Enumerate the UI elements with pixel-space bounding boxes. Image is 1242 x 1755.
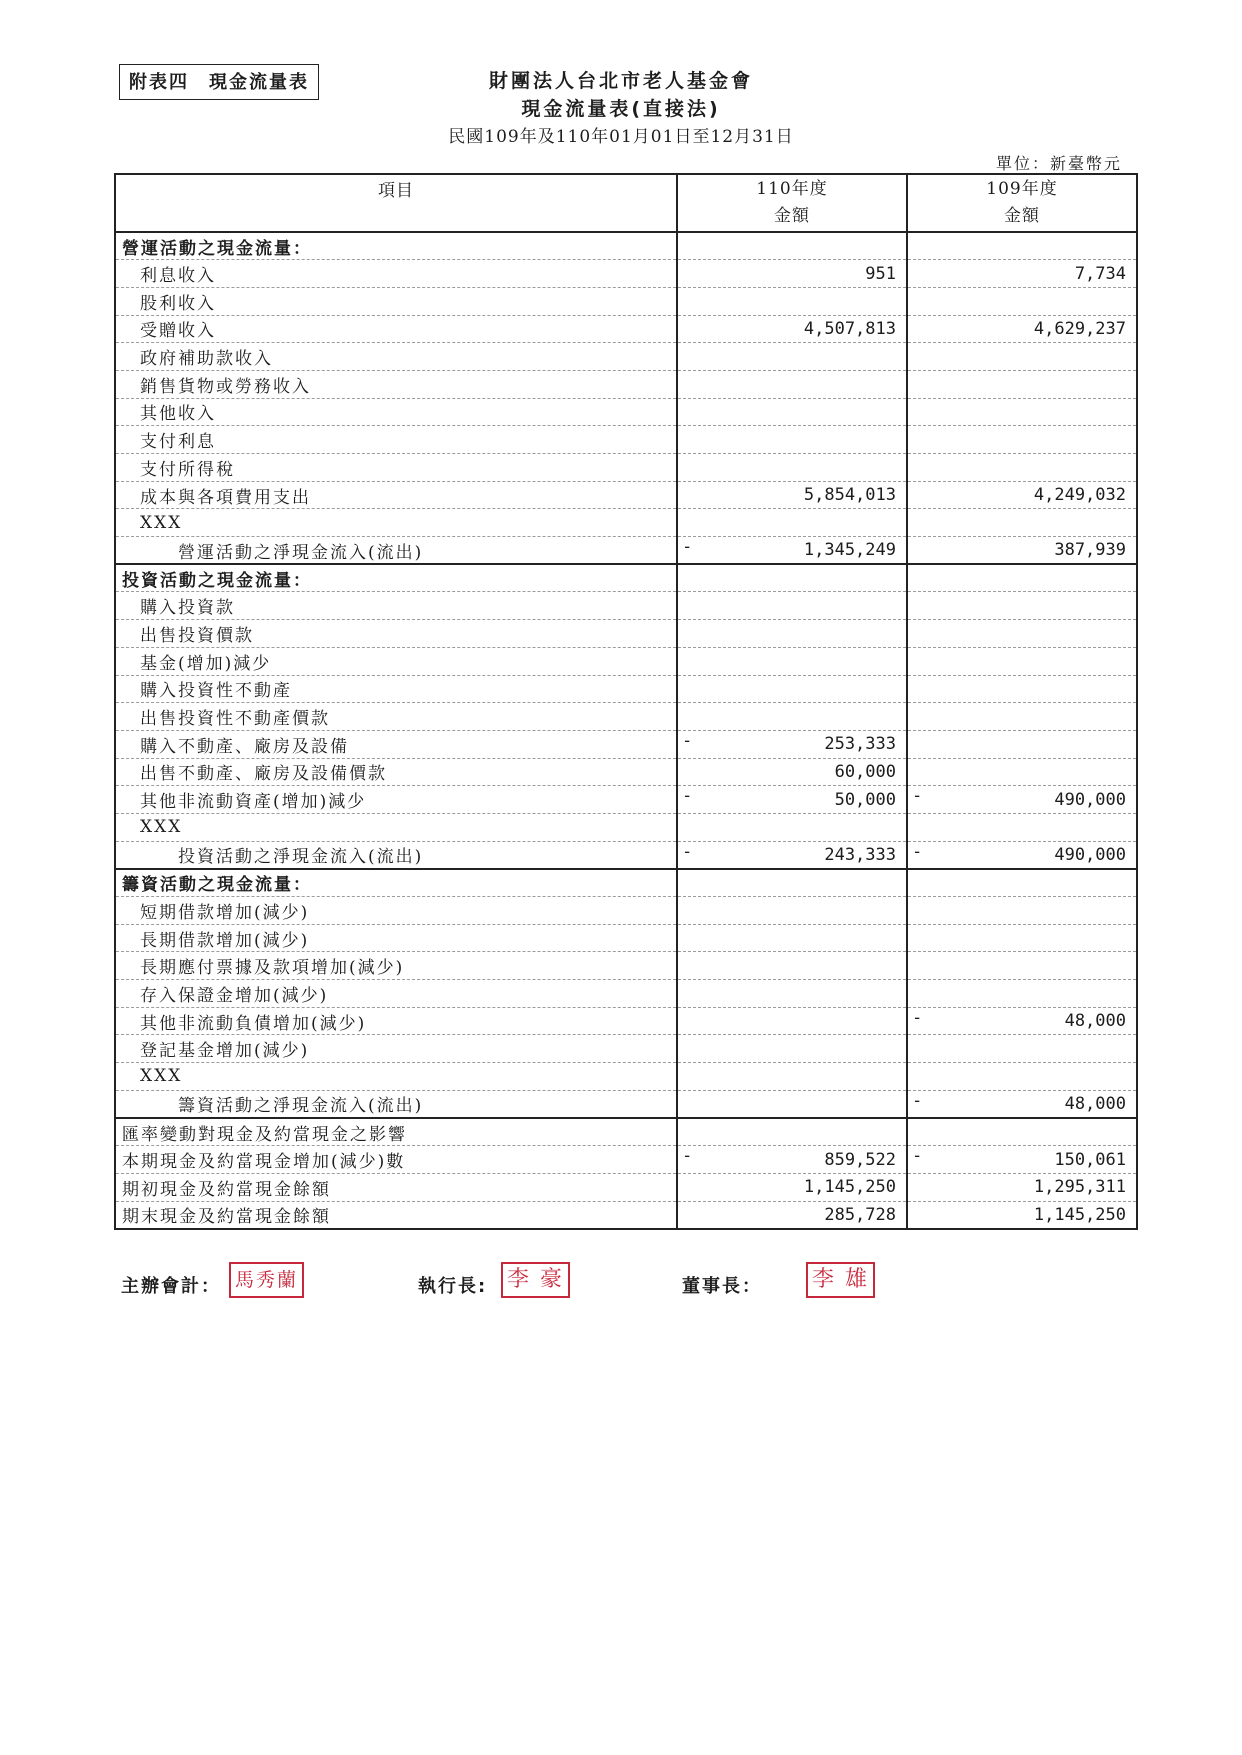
y110-amount: [677, 1201, 907, 1229]
y109-amount-value: 1,295,311: [1033, 1177, 1126, 1198]
y109-amount-value: 4,629,237: [1033, 318, 1126, 339]
y110-amount: [677, 1063, 907, 1091]
y110-amount: [677, 537, 907, 565]
negative-sign: -: [682, 537, 693, 558]
section-heading: 投資活動之現金流量：: [115, 564, 677, 592]
y110-empty: [677, 869, 907, 897]
row-label: 出售投資性不動產價款: [115, 703, 677, 731]
summary-row: [115, 1146, 1137, 1174]
y110-amount: [677, 924, 907, 952]
y109-amount: [907, 370, 1137, 398]
y109-amount: [907, 454, 1137, 482]
y109-amount: [907, 426, 1137, 454]
y110-amount: [677, 1090, 907, 1118]
table-row: [115, 370, 1137, 398]
section-total-row: [115, 537, 1137, 565]
table-row: [115, 481, 1137, 509]
row-label: 支付利息: [115, 426, 677, 454]
row-label: 購入不動產、廠房及設備: [115, 730, 677, 758]
y110-amount-value: 50,000: [834, 789, 896, 810]
y109-amount: [907, 315, 1137, 343]
negative-sign: -: [682, 786, 693, 807]
y109-amount: [907, 1118, 1137, 1146]
table-row: [115, 952, 1137, 980]
row-label: 銷售貨物或勞務收入: [115, 370, 677, 398]
summary-row: [115, 1118, 1137, 1146]
section-heading: 營運活動之現金流量：: [115, 232, 677, 260]
y110-amount: [677, 481, 907, 509]
chair-label: 董事長：: [682, 1276, 762, 1297]
table-row: [115, 260, 1137, 288]
y109-amount-value: 7,734: [1074, 263, 1126, 284]
y109-amount: [907, 758, 1137, 786]
row-label: 利息收入: [115, 260, 677, 288]
y110-amount-label: 金額: [774, 206, 810, 226]
row-label: 短期借款增加(減少): [115, 897, 677, 925]
table-header-row: [115, 174, 1137, 232]
y110-empty: [677, 232, 907, 260]
y109-empty: [907, 869, 1137, 897]
table-row: [115, 924, 1137, 952]
table-row: [115, 1007, 1137, 1035]
y109-amount: [907, 592, 1137, 620]
y109-amount: [907, 730, 1137, 758]
y109-amount-value: 4,249,032: [1033, 485, 1126, 506]
y110-column-header: [677, 174, 907, 232]
y109-amount-label: 金額: [1004, 206, 1040, 226]
y109-amount-value: 1,145,250: [1033, 1204, 1126, 1225]
row-label: 期末現金及約當現金餘額: [115, 1201, 677, 1229]
row-label: 成本與各項費用支出: [115, 481, 677, 509]
row-label: 購入投資性不動產: [115, 675, 677, 703]
y110-amount: [677, 620, 907, 648]
y110-amount: [677, 1118, 907, 1146]
y109-amount: [907, 398, 1137, 426]
summary-row: [115, 1173, 1137, 1201]
y109-empty: [907, 564, 1137, 592]
negative-sign: -: [912, 1146, 923, 1167]
y109-amount: [907, 813, 1137, 841]
cash-flow-table: [114, 173, 1138, 1230]
y110-amount: [677, 980, 907, 1008]
row-label: XXX: [115, 813, 677, 841]
y110-amount: [677, 758, 907, 786]
y110-header-label: 110年度: [756, 179, 828, 199]
negative-sign: -: [682, 841, 693, 862]
ceo-stamp: 李 豪: [501, 1262, 570, 1298]
statement-period: 民國109年及110年01月01日至12月31日: [448, 127, 794, 147]
y110-amount-value: 253,333: [824, 734, 896, 755]
table-row: [115, 454, 1137, 482]
row-label: 政府補助款收入: [115, 343, 677, 371]
row-label: 長期應付票據及款項增加(減少): [115, 952, 677, 980]
y110-amount-value: 4,507,813: [803, 318, 896, 339]
y109-amount-value: 387,939: [1054, 540, 1126, 561]
y109-amount: [907, 703, 1137, 731]
negative-sign: -: [682, 1146, 693, 1167]
y110-amount: [677, 730, 907, 758]
organization-name: 財團法人台北市老人基金會: [488, 70, 753, 92]
y110-amount: [677, 952, 907, 980]
row-label: XXX: [115, 509, 677, 537]
y109-amount: [907, 1063, 1137, 1091]
accountant-stamp: 馬秀蘭: [229, 1262, 304, 1298]
table-row: [115, 426, 1137, 454]
statement-title: 現金流量表(直接法): [521, 98, 721, 120]
row-label: 其他非流動資產(增加)減少: [115, 786, 677, 814]
table-row: [115, 398, 1137, 426]
y109-amount: [907, 1090, 1137, 1118]
y110-amount: [677, 1146, 907, 1174]
y109-amount: [907, 260, 1137, 288]
y110-amount: [677, 1007, 907, 1035]
table-row: [115, 980, 1137, 1008]
negative-sign: -: [912, 1007, 923, 1028]
y110-amount-value: 5,854,013: [803, 485, 896, 506]
table-row: [115, 897, 1137, 925]
ceo-label: 執行長:: [418, 1276, 488, 1297]
section-total-row: [115, 841, 1137, 869]
row-label: 受贈收入: [115, 315, 677, 343]
y110-amount: [677, 287, 907, 315]
y110-amount: [677, 343, 907, 371]
negative-sign: -: [682, 730, 693, 751]
row-label: 存入保證金增加(減少): [115, 980, 677, 1008]
currency-unit: 單位：新臺幣元: [995, 154, 1122, 173]
item-column-header: [115, 174, 677, 232]
y110-amount: [677, 398, 907, 426]
y110-amount-value: 1,345,249: [803, 540, 896, 561]
y110-amount-value: 1,145,250: [803, 1177, 896, 1198]
row-label: 基金(增加)減少: [115, 647, 677, 675]
y110-amount: [677, 315, 907, 343]
row-label: 期初現金及約當現金餘額: [115, 1173, 677, 1201]
y109-amount-value: 48,000: [1064, 1093, 1126, 1114]
y109-amount: [907, 786, 1137, 814]
table-row: [115, 647, 1137, 675]
y110-amount: [677, 426, 907, 454]
chair-stamp: 李 雄: [806, 1262, 875, 1298]
y110-amount-value: 859,522: [824, 1149, 896, 1170]
y109-amount-value: 490,000: [1054, 789, 1126, 810]
row-label: 出售不動產、廠房及設備價款: [115, 758, 677, 786]
y110-amount: [677, 647, 907, 675]
section-heading: 籌資活動之現金流量：: [115, 869, 677, 897]
y110-amount: [677, 813, 907, 841]
y109-amount: [907, 980, 1137, 1008]
y110-amount: [677, 454, 907, 482]
table-row: [115, 1035, 1137, 1063]
y110-amount: [677, 1035, 907, 1063]
y110-amount-value: 243,333: [824, 844, 896, 865]
row-label: 籌資活動之淨現金流入(流出): [115, 1090, 677, 1118]
section-total-row: [115, 1090, 1137, 1118]
row-label: 其他收入: [115, 398, 677, 426]
y109-amount: [907, 1146, 1137, 1174]
attachment-label: 附表四 現金流量表: [119, 64, 319, 100]
y109-amount: [907, 343, 1137, 371]
y110-amount: [677, 592, 907, 620]
row-label: 登記基金增加(減少): [115, 1035, 677, 1063]
y110-amount: [677, 897, 907, 925]
y110-empty: [677, 564, 907, 592]
negative-sign: -: [912, 786, 923, 807]
table-row: [115, 592, 1137, 620]
row-label: 其他非流動負債增加(減少): [115, 1007, 677, 1035]
negative-sign: -: [912, 841, 923, 862]
row-label: XXX: [115, 1063, 677, 1091]
y110-amount: [677, 703, 907, 731]
y109-amount: [907, 841, 1137, 869]
y109-amount: [907, 537, 1137, 565]
y109-empty: [907, 232, 1137, 260]
y109-column-header: [907, 174, 1137, 232]
y110-amount: [677, 260, 907, 288]
y110-amount: [677, 786, 907, 814]
table-row: [115, 343, 1137, 371]
y109-amount: [907, 1035, 1137, 1063]
negative-sign: -: [912, 1090, 923, 1111]
y109-amount: [907, 675, 1137, 703]
y109-amount: [907, 647, 1137, 675]
y109-amount: [907, 1201, 1137, 1229]
y109-amount: [907, 1173, 1137, 1201]
row-label: 出售投資價款: [115, 620, 677, 648]
item-header-label: 項目: [378, 181, 414, 201]
y110-amount-value: 285,728: [824, 1204, 896, 1225]
table-body: [115, 232, 1137, 1229]
y109-amount: [907, 481, 1137, 509]
y109-amount-value: 48,000: [1064, 1011, 1126, 1032]
y109-amount: [907, 897, 1137, 925]
table-row: [115, 758, 1137, 786]
row-label: 營運活動之淨現金流入(流出): [115, 537, 677, 565]
y109-amount: [907, 952, 1137, 980]
y110-amount: [677, 841, 907, 869]
accountant-label: 主辦會計：: [121, 1276, 221, 1297]
y110-amount: [677, 370, 907, 398]
row-label: 匯率變動對現金及約當現金之影響: [115, 1118, 677, 1146]
y109-amount-value: 490,000: [1054, 844, 1126, 865]
table-row: [115, 703, 1137, 731]
table-row: [115, 287, 1137, 315]
row-label: 本期現金及約當現金增加(減少)數: [115, 1146, 677, 1174]
y109-amount: [907, 924, 1137, 952]
table-row: [115, 509, 1137, 537]
table-row: [115, 620, 1137, 648]
row-label: 支付所得稅: [115, 454, 677, 482]
y109-amount: [907, 287, 1137, 315]
row-label: 長期借款增加(減少): [115, 924, 677, 952]
y110-amount-value: 951: [865, 263, 896, 284]
section-heading-row: [115, 869, 1137, 897]
section-heading-row: [115, 232, 1137, 260]
y110-amount: [677, 1173, 907, 1201]
row-label: 購入投資款: [115, 592, 677, 620]
y110-amount: [677, 675, 907, 703]
row-label: 投資活動之淨現金流入(流出): [115, 841, 677, 869]
summary-row: [115, 1201, 1137, 1229]
table-row: [115, 786, 1137, 814]
y109-amount: [907, 509, 1137, 537]
y110-amount-value: 60,000: [834, 761, 896, 782]
y109-amount: [907, 1007, 1137, 1035]
y109-header-label: 109年度: [986, 179, 1058, 199]
table-row: [115, 315, 1137, 343]
y109-amount: [907, 620, 1137, 648]
table-row: [115, 813, 1137, 841]
table-row: [115, 730, 1137, 758]
section-heading-row: [115, 564, 1137, 592]
table-row: [115, 675, 1137, 703]
y109-amount-value: 150,061: [1054, 1149, 1126, 1170]
y110-amount: [677, 509, 907, 537]
row-label: 股利收入: [115, 287, 677, 315]
table-row: [115, 1063, 1137, 1091]
